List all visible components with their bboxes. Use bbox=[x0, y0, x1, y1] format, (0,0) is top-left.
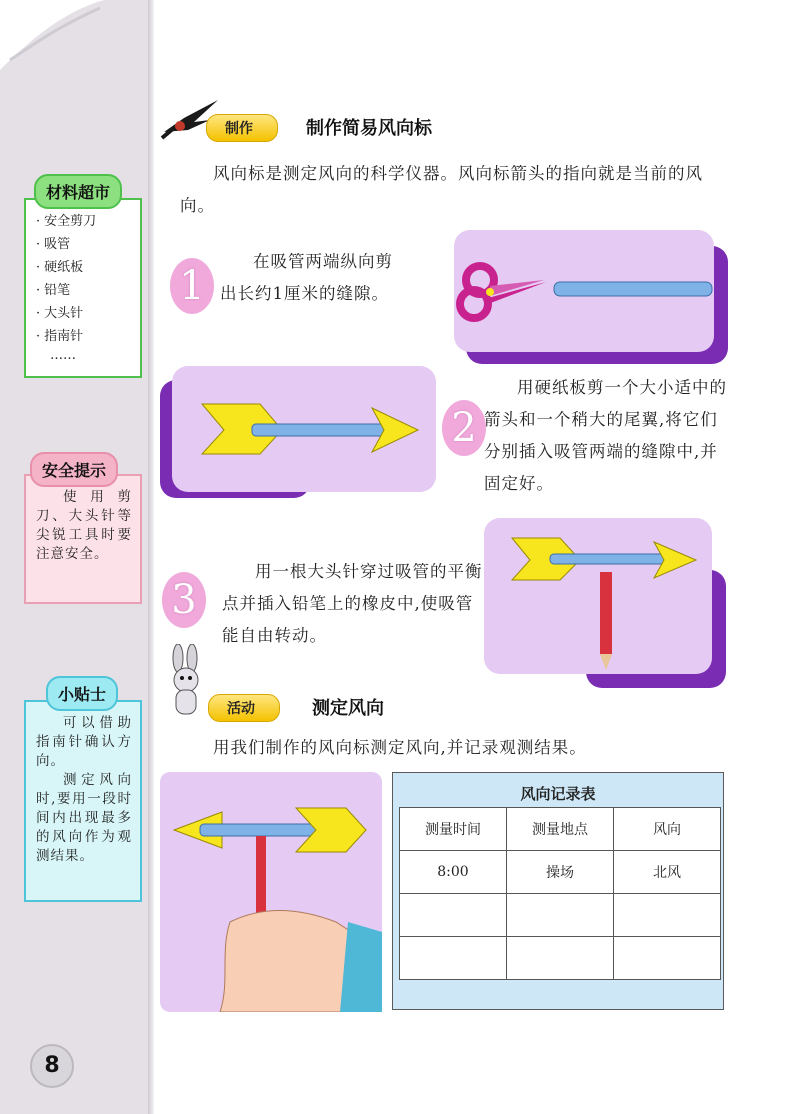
tip-title: 小贴士 bbox=[46, 676, 118, 711]
material-item: · 吸管 bbox=[36, 233, 140, 256]
table-cell bbox=[614, 937, 721, 980]
table-row bbox=[400, 851, 721, 894]
table-header-cell: 测量地点 bbox=[507, 808, 614, 851]
step-3-illustration bbox=[484, 518, 712, 674]
hand-holding-vane-drawing bbox=[160, 772, 382, 1012]
make-heading: 制作简易风向标 bbox=[306, 118, 432, 139]
material-item: · 安全剪刀 bbox=[36, 210, 140, 233]
tip-box bbox=[24, 700, 142, 902]
tip-text-1: 可以借助指南针确认方向。 bbox=[36, 715, 132, 769]
table-title: 风向记录表 bbox=[520, 785, 596, 803]
step-3-text: 用一根大头针穿过吸管的平衡点并插入铅笔上的橡皮中,使吸管能自由转动。 bbox=[222, 562, 483, 645]
materials-more: …… bbox=[50, 348, 76, 363]
material-item: · 指南针 bbox=[36, 325, 140, 348]
table-cell: 北风 bbox=[614, 851, 721, 894]
step-1-text: 在吸管两端纵向剪出长约1厘米的缝隙。 bbox=[220, 252, 393, 303]
rabbit-icon bbox=[164, 644, 210, 724]
table-row bbox=[400, 894, 721, 937]
table-cell bbox=[400, 894, 507, 937]
activity-heading: 测定风向 bbox=[312, 698, 384, 719]
step-2-illustration bbox=[172, 366, 436, 492]
material-item: · 硬纸板 bbox=[36, 256, 140, 279]
table-row bbox=[400, 937, 721, 980]
make-tag: 制作 bbox=[206, 114, 278, 142]
table-cell bbox=[507, 937, 614, 980]
record-table bbox=[399, 807, 721, 980]
vane-drawing bbox=[172, 366, 436, 492]
page-curl-decoration bbox=[0, 0, 104, 72]
table-header-row bbox=[400, 808, 721, 851]
step-2-number: 2 bbox=[442, 400, 486, 456]
make-intro: 风向标是测定风向的科学仪器。风向标箭头的指向就是当前的风向。 bbox=[180, 164, 703, 215]
materials-box bbox=[24, 198, 142, 378]
safety-text: 使用剪刀、大头针等尖锐工具时要注意安全。 bbox=[36, 489, 132, 562]
step-3-number: 3 bbox=[162, 572, 206, 628]
material-item: · 铅笔 bbox=[36, 279, 140, 302]
table-cell bbox=[507, 894, 614, 937]
activity-illustration bbox=[160, 772, 382, 1012]
activity-tag: 活动 bbox=[208, 694, 280, 722]
record-sheet bbox=[392, 772, 724, 1010]
tip-text-2: 测定风向时,要用一段时间内出现最多的风向作为观测结果。 bbox=[36, 772, 132, 864]
safety-box bbox=[24, 474, 142, 604]
sidebar-edge bbox=[148, 0, 154, 1114]
scissors-straw-drawing bbox=[454, 230, 714, 352]
step-1-illustration bbox=[454, 230, 714, 352]
material-item: · 大头针 bbox=[36, 302, 140, 325]
table-header-cell: 测量时间 bbox=[400, 808, 507, 851]
table-cell: 8:00 bbox=[400, 851, 507, 894]
step-2-text: 用硬纸板剪一个大小适中的箭头和一个稍大的尾翼,将它们分别插入吸管两端的缝隙中,并固定好。 bbox=[484, 378, 727, 493]
table-cell bbox=[400, 937, 507, 980]
table-header-cell: 风向 bbox=[614, 808, 721, 851]
page-number: 8 bbox=[30, 1044, 74, 1088]
safety-title: 安全提示 bbox=[30, 452, 118, 487]
activity-intro: 用我们制作的风向标测定风向,并记录观测结果。 bbox=[213, 738, 587, 757]
materials-title: 材料超市 bbox=[34, 174, 122, 209]
table-cell bbox=[614, 894, 721, 937]
step-1-number: 1 bbox=[170, 258, 214, 314]
table-cell: 操场 bbox=[507, 851, 614, 894]
vane-on-pencil-drawing bbox=[484, 518, 712, 674]
